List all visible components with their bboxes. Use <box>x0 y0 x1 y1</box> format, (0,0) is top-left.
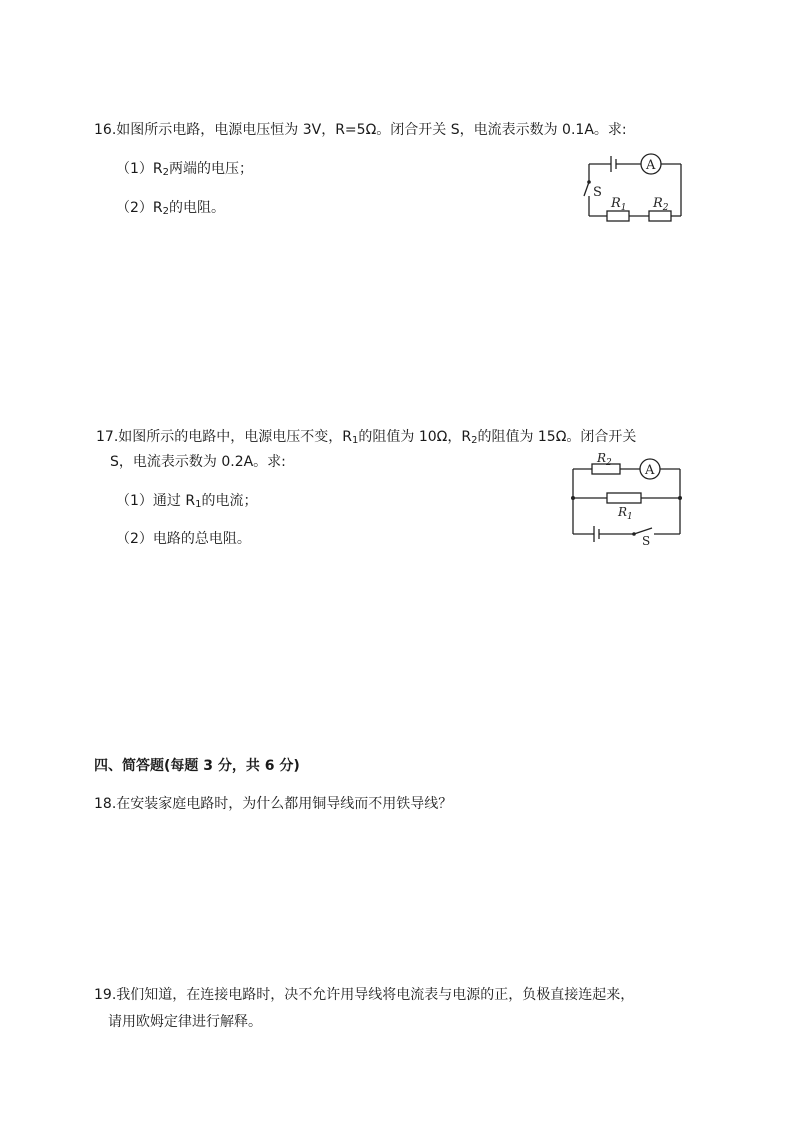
r2-label: $R_2$ <box>653 196 669 213</box>
switch-label: S <box>642 534 651 548</box>
svg-text:A: A <box>645 463 655 478</box>
svg-text:A: A <box>646 158 656 173</box>
r1-label: $R_1$ <box>611 196 627 213</box>
q18-stem: 18.在安装家庭电路时，为什么都用铜导线而不用铁导线？ <box>94 796 453 812</box>
section-heading: 四、简答题(每题 3 分，共 6 分) <box>94 758 300 774</box>
r1-symbol <box>607 493 641 503</box>
switch-blade <box>584 182 589 196</box>
q16-part2: $(2)R_2$的电阻。 <box>116 200 226 217</box>
q17-part2: （2）电路的总电阻。 <box>116 531 251 547</box>
q17-stem-line2: S，电流表示数为 0.2A。求: <box>110 454 286 470</box>
q17-part1: （1）通过 $R_1$的电流； <box>116 493 258 510</box>
q17-circuit-diagram <box>570 451 686 548</box>
q19-line2: 请用欧姆定律进行解释。 <box>108 1014 262 1030</box>
q16-stem: 16.如图所示电路，电源电压恒为 3V，R=5Ω。闭合开关 S，电流表示数为 0.1A。求: <box>94 122 627 138</box>
q16-part1: $(1)R_2$两端的电压； <box>116 161 254 178</box>
r2-label: $R_2$ <box>597 451 612 468</box>
q16-circuit-diagram <box>583 150 687 220</box>
switch-label: S <box>593 185 602 200</box>
q19-line1: 19.我们知道，在连接电路时，决不允许用导线将电流表与电源的正，负极直接连起来， <box>94 987 635 1003</box>
q17-stem-line1: 17.如图所示的电路中，电源电压不变，$R_1$的阻值为 10Ω，$R_2$的阻值为 15Ω。闭合开关 <box>96 429 637 446</box>
r1-label: $R_1$ <box>618 505 633 522</box>
